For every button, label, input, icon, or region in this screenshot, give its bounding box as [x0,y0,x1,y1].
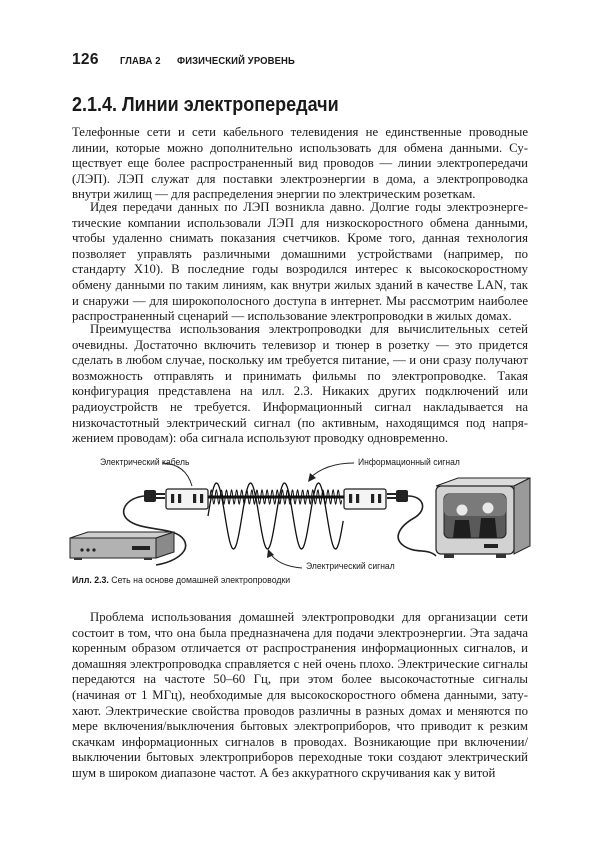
paragraph-history: Идея передачи данных по ЛЭП возникла давно. Долгие годы электроэнергетические компании использовали ЛЭП для низкоскоростного обмена данными, чтобы удаленно снимать показания счетчиков. Кроме того, данная технология позволяет управлять различными домашними устройствами (например, по стандарту X10). В последние годы возродился интерес к высокоскоростному обмену данными по таким линиям, как внутри жилых зданий в качестве LAN, так и снаружи — для широкополосного доступа в интернет. Мы рассмотрим наиболее распространенный сценарий — использование электропроводки в жилых домах. [72,200,528,324]
tv-set-icon [436,478,530,558]
left-plug-icon [144,490,165,502]
set-top-box-icon [70,532,174,560]
figure-caption [72,575,290,586]
label-electric-cable: Электрический кабель [100,457,190,468]
caption-text: Сеть на основе домашней электропроводки [111,575,291,586]
left-outlet-icon [166,489,208,509]
chapter-label: ГЛАВА 2 [120,55,161,67]
running-header [72,51,542,69]
section-heading: 2.1.4. Линии электропередачи [72,94,339,116]
right-device-cord [398,496,436,556]
caption-label: Илл. 2.3. [72,575,109,586]
paragraph-problems: Проблема использования домашней электропроводки для организации сети состоит в том, что она была предназначена для подачи электроэнергии. Эта задача коренным образом отличается от распространения информационных сигналов, и домашняя электропроводка справляется с ней очень плохо. Электрические сигналы передаются на частоте 50–60 Гц, при этом более высокочастотные сигналы (начиная от 1 МГц), необходимые для высокоскоростного обмена данными, затухают. Электрические свойства проводов различны в разных домах и меняются по мере включения/выключения бытовых электроприборов, что приводит к резким скачкам информационных сигналов в проводах. Возникающие при включении/ выключении бытовых электроприборов переходные токи создают электрический шум в широком диапазоне частот. А без аккуратного скручивания как у витой [72,610,528,780]
figure-home-powerline-network [64,452,534,584]
powerline-network-diagram [64,452,534,584]
right-outlet-icon [344,489,386,509]
info-signal-label-arrow [310,463,354,478]
paragraph-intro: Телефонные сети и сети кабельного телевидения не единственные проводные линии, которые можно дополнительно использовать для обмена данными. Существует еще более распространенный вид проводов — линии электропередачи (ЛЭП). ЛЭП служат для поставки электроэнергии в дома, а электропроводка внутри жилищ — для распределения энергии по электрическим розеткам. [72,125,528,202]
label-info-signal: Информационный сигнал [358,457,460,468]
right-plug-icon [387,490,408,502]
chapter-title: ФИЗИЧЕСКИЙ УРОВЕНЬ [177,55,295,67]
label-power-signal: Электрический сигнал [306,561,395,572]
power-signal-wave [208,483,343,549]
page-number: 126 [72,51,99,68]
power-signal-label-arrow [270,553,302,568]
paragraph-advantages: Преимущества использования электропроводки для вычислительных сетей очевидны. Достаточно включить телевизор и тюнер в розетку — это придется сделать в любом случае, поскольку им требуется питание, — и они сразу получают возможность отправлять и принимать фильмы по электропроводке. Такая конфигурация представлена на илл. 2.3. Никаких других подключений или радиоустройств не требуется. Информационный сигнал накладывается на низкочастотный электрический сигнал (по активным, находящимся под напряжением проводам): оба сигнала используют проводку одновременно. [72,322,528,446]
